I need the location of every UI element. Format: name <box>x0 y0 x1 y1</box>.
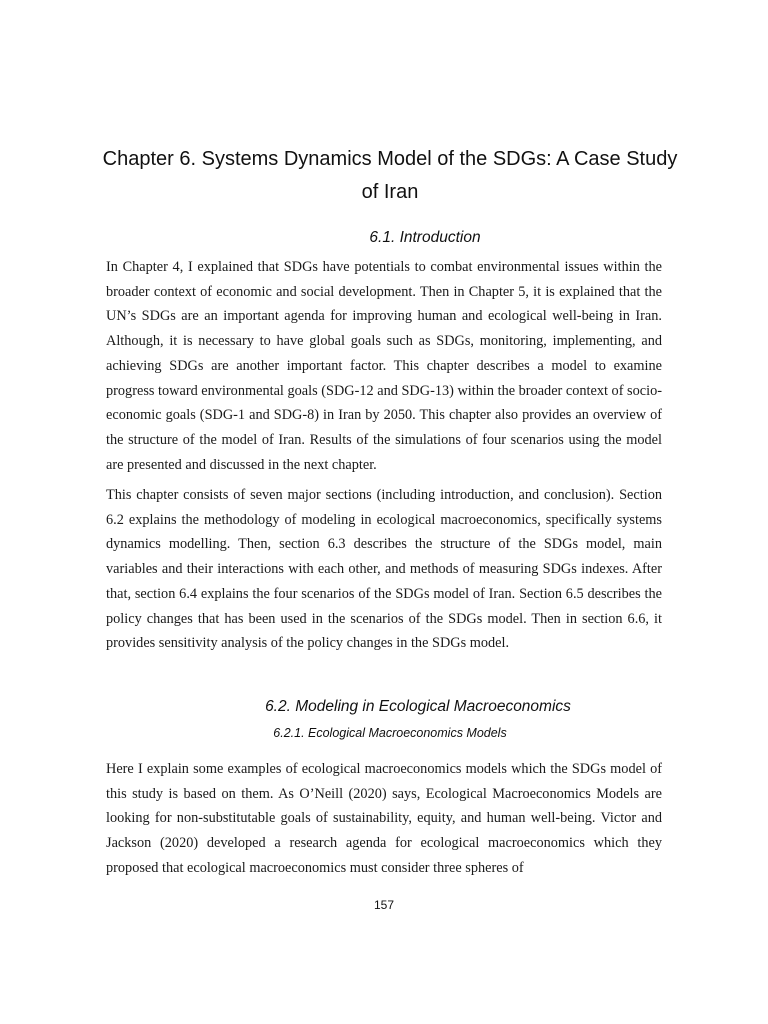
subsection-heading-models: 6.2.1. Ecological Macroeconomics Models <box>273 726 507 740</box>
paragraph-models-1: Here I explain some examples of ecological macroeconomics models which the SDGs model of this study is based on them. As O’Neill (2020) says, Ecological Macroeconomics Models are looking for non-substitutable goals of sustainability, equity, and human well-being. Victor and Jackson (2020) developed a research agenda for ecological macroeconomics which they proposed that ecological macroeconomics must consider three spheres of <box>106 761 662 876</box>
paragraph-introduction-2: This chapter consists of seven major sections (including introduction, and conclusion). Section 6.2 explains the methodology of modeling in ecological macroeconomics, specifically systems dynamics modelling. Then, section 6.3 describes the structure of the SDGs model, main variables and their interactions with each other, and methods of measuring SDGs indexes. After that, section 6.4 explains the four scenarios of the SDGs model of Iran. Section 6.5 describes the policy changes that has been used in the scenarios of the SDGs model. Then in section 6.6, it provides sensitivity analysis of the policy changes in the SDGs model. <box>106 487 662 652</box>
paragraph-introduction-1: In Chapter 4, I explained that SDGs have potentials to combat environmental issues within the broader context of economic and social development. Then in Chapter 5, it is explained that the UN’s SDGs are an important agenda for improving human and ecological well-being in Iran. Although, it is necessary to have global goals such as SDGs, monitoring, implementing, and achieving SDGs are another important factor. This chapter describes a model to examine progress toward environmental goals (SDG-12 and SDG-13) within the broader context of socio-economic goals (SDG-1 and SDG-8) in Iran by 2050. This chapter also provides an overview of the structure of the model of Iran. Results of the simulations of four scenarios using the model are presented and discussed in the next chapter. <box>106 259 662 473</box>
page-number: 157 <box>373 898 395 912</box>
chapter-title: Chapter 6. Systems Dynamics Model of the SDGs: A Case Study of Iran <box>102 148 678 203</box>
section-heading-modeling: 6.2. Modeling in Ecological Macroeconomics <box>265 698 571 715</box>
section-heading-introduction: 6.1. Introduction <box>369 229 481 246</box>
